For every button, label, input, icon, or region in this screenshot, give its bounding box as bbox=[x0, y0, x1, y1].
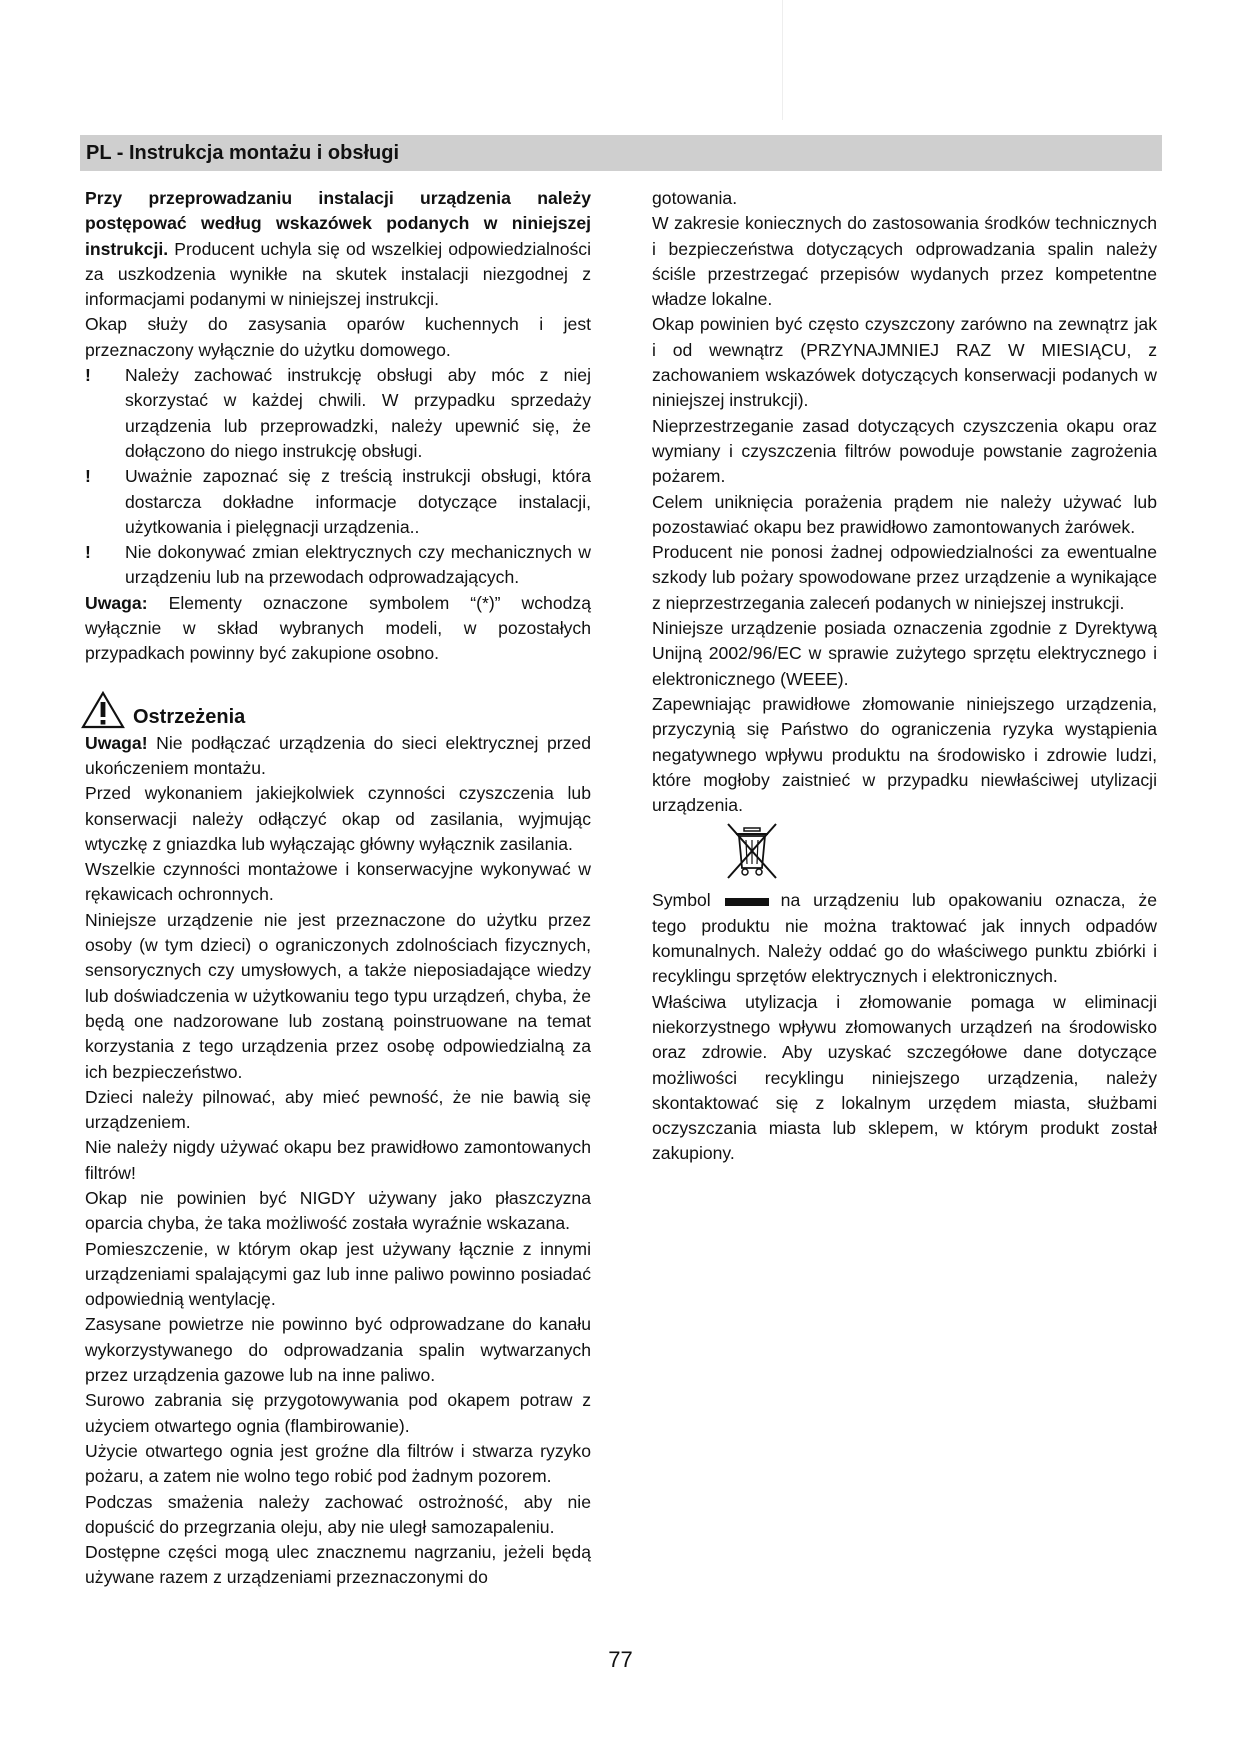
intro-bold: Przy przeprowadzaniu instalacji urządzenia należy postępować według wskazówek podanych w niniejszej instrukcji. bbox=[85, 188, 591, 259]
weee-symbol bbox=[652, 822, 1157, 884]
uwaga-label: Uwaga: bbox=[85, 592, 148, 613]
symbol-continuation: tego produktu nie można traktować jak innych odpadów komunalnych. Należy oddać go do właściwego punktu zbiórki i recyklingu sprzętów elektrycznych i elektronicznych. bbox=[652, 915, 1157, 987]
body-paragraph: Użycie otwartego ognia jest groźne dla filtrów i stwarza ryzyko pożaru, a zatem nie wolno tego robić pod żadnym pozorem. bbox=[85, 1440, 591, 1487]
body-paragraph: Okap powinien być często czyszczony zarówno na zewnątrz jak i od wewnątrz (PRZYNAJMNIEJ RAZ W MIESIĄCU, z zachowaniem wskazówek dotyczących konserwacji podanych w niniejszej instrukcji). bbox=[652, 314, 1157, 411]
warnings-title: Ostrzeżenia bbox=[133, 705, 246, 728]
exclamation-mark: ! bbox=[85, 466, 91, 487]
crossed-bin-icon bbox=[724, 822, 780, 880]
body-paragraph: W zakresie koniecznych do zastosowania środków technicznych i bezpieczeństwa dotyczących odprowadzania spalin należy ściśle przestrzegać przepisów wydanych przez kompetentne władze lokalne. bbox=[652, 213, 1157, 310]
right-column bbox=[652, 186, 1157, 1167]
body-paragraph: Okap nie powinien być NIGDY używany jako płaszczyzna oparcia chyba, że taka możliwość została wyraźnie wskazana. bbox=[85, 1187, 591, 1234]
page-number: 77 bbox=[608, 1647, 633, 1672]
bullet-text: Nie dokonywać zmian elektrycznych czy mechanicznych w urządzeniu lub na przewodach odprowadzających. bbox=[125, 542, 591, 588]
symbol-word: Symbol bbox=[652, 890, 711, 911]
body-paragraph: Wszelkie czynności montażowe i konserwacyjne wykonywać w rękawicach ochronnych. bbox=[85, 859, 591, 905]
bullet-text: Uważnie zapoznać się z treścią instrukcji obsługi, która dostarcza dokładne informacje dotyczące instalacji, użytkowania i pielęgnacji urządzenia.. bbox=[125, 466, 591, 537]
body-paragraph: Dostępne części mogą ulec znacznemu nagrzaniu, jeżeli będą używane razem z urządzeniami przeznaczonymi do bbox=[85, 1542, 591, 1588]
body-paragraph: Przed wykonaniem jakiejkolwiek czynności czyszczenia lub konserwacji należy odłączyć okap od zasilania, wyjmując wtyczkę z gniazdka lub wyłączając główny wyłącznik zasilania. bbox=[85, 783, 591, 854]
exclamation-mark: ! bbox=[85, 365, 91, 386]
purpose-paragraph: Okap służy do zasysania oparów kuchennych i jest przeznaczony wyłącznie do użytku domowego. bbox=[85, 314, 591, 360]
body-paragraph: Nieprzestrzeganie zasad dotyczących czyszczenia okapu oraz wymiany i czyszczenia filtrów powoduje powstanie zagrożenia pożarem. bbox=[652, 415, 1157, 487]
warning-text: Nie podłączać urządzenia do sieci elektrycznej przed ukończeniem montażu. bbox=[85, 732, 591, 778]
uwaga-note bbox=[85, 591, 591, 667]
warning-triangle-icon bbox=[81, 691, 125, 729]
body-paragraph: Dzieci należy pilnować, aby mieć pewność, że nie bawią się urządzeniem. bbox=[85, 1086, 591, 1133]
body-paragraph: Surowo zabrania się przygotowywania pod okapem potraw z użyciem otwartego ognia (flambirowanie). bbox=[85, 1390, 591, 1436]
section-header bbox=[80, 135, 1162, 171]
black-bar-symbol bbox=[725, 898, 769, 906]
section-title: PL - Instrukcja montażu i obsługi bbox=[86, 142, 399, 164]
intro-paragraph bbox=[85, 186, 591, 312]
final-paragraph: Właściwa utylizacja i złomowanie pomaga w eliminacji niekorzystnego wpływu złomowanych urządzeń na środowisko oraz zdrowie. Aby uzyskać szczegółowe dane dotyczące możliwości recyklingu niniejszego urządzenia, należy skontaktować się z lokalnym urzędem miasta, służbami oczyszczania miasta lub sklepem, w którym produkt został zakupiony. bbox=[652, 991, 1157, 1164]
exclamation-mark: ! bbox=[85, 542, 91, 563]
body-paragraph: Niniejsze urządzenie nie jest przeznaczone do użytku przez osoby (w tym dzieci) o ograniczonych zdolnościach fizycznych, sensorycznych czy umysłowych, a także nieposiadające wiedzy lub doświadczenia w użytkowaniu tego typu urządzeń, chyba, że będą one nadzorowane lub zostaną poinstruowane na temat korzystania z tego urządzenia przez osobę odpowiedzialną za ich bezpieczeństwo. bbox=[85, 909, 591, 1082]
symbol-line bbox=[652, 888, 1157, 913]
bullet-item bbox=[85, 363, 591, 464]
symbol-after: na urządzeniu lub opakowaniu oznacza, że bbox=[780, 890, 1157, 911]
body-paragraph: gotowania. bbox=[652, 188, 738, 208]
body-paragraph: Nie należy nigdy używać okapu bez prawidłowo zamontowanych filtrów! bbox=[85, 1137, 591, 1183]
scan-artifact-line bbox=[782, 0, 783, 120]
body-paragraph: Niniejsze urządzenie posiada oznaczenia zgodnie z Dyrektywą Unijną 2002/96/EC w sprawie zużytego sprzętu elektrycznego i elektronicznego (WEEE). bbox=[652, 618, 1157, 689]
bullet-item bbox=[85, 464, 591, 540]
uwaga-text: Elementy oznaczone symbolem “(*)” wchodzą wyłącznie w skład wybranych modeli, w pozostałych przypadkach powinny być zakupione osobno. bbox=[85, 592, 591, 664]
warnings-heading bbox=[85, 691, 591, 729]
left-column bbox=[85, 186, 591, 1591]
bullet-text: Należy zachować instrukcję obsługi aby móc z niej skorzystać w każdej chwili. W przypadku sprzedaży urządzenia lub przeprowadzki, należy upewnić się, że dołączono do niego instrukcję obsługi. bbox=[125, 365, 591, 461]
warning-paragraph bbox=[85, 731, 591, 782]
body-paragraph: Zasysane powietrze nie powinno być odprowadzane do kanału wykorzystywanego do odprowadzania spalin wytwarzanych przez urządzenia gazowe lub na inne paliwo. bbox=[85, 1314, 591, 1386]
body-paragraph: Pomieszczenie, w którym okap jest używany łącznie z innymi urządzeniami spalającymi gaz lub inne paliwo powinno posiadać odpowiednią wentylację. bbox=[85, 1238, 591, 1310]
warning-label: Uwaga! bbox=[85, 732, 148, 753]
body-paragraph: Celem uniknięcia porażenia prądem nie należy używać lub pozostawiać okapu bez prawidłowo zamontowanych żarówek. bbox=[652, 491, 1157, 537]
bullet-item bbox=[85, 540, 591, 591]
intro-rest: Producent uchyla się od wszelkiej odpowiedzialności za uszkodzenia wynikłe na skutek instalacji niezgodnej z informacjami podanymi w niniejszej instrukcji. bbox=[85, 238, 591, 310]
body-paragraph: Zapewniając prawidłowe złomowanie niniejszego urządzenia, przyczynią się Państwo do ograniczenia ryzyka wystąpienia negatywnego wpływu produktu na środowisko i zdrowie ludzi, które mogłoby zaistnieć w przypadku niewłaściwej utylizacji urządzenia. bbox=[652, 693, 1157, 816]
body-paragraph: Producent nie ponosi żadnej odpowiedzialności za ewentualne szkody lub pożary spowodowane przez urządzenie a wynikające z nieprzestrzegania zaleceń podanych w niniejszej instrukcji. bbox=[652, 542, 1157, 613]
body-paragraph: Podczas smażenia należy zachować ostrożność, aby nie dopuścić do przegrzania oleju, aby nie uległ samozapaleniu. bbox=[85, 1491, 591, 1537]
